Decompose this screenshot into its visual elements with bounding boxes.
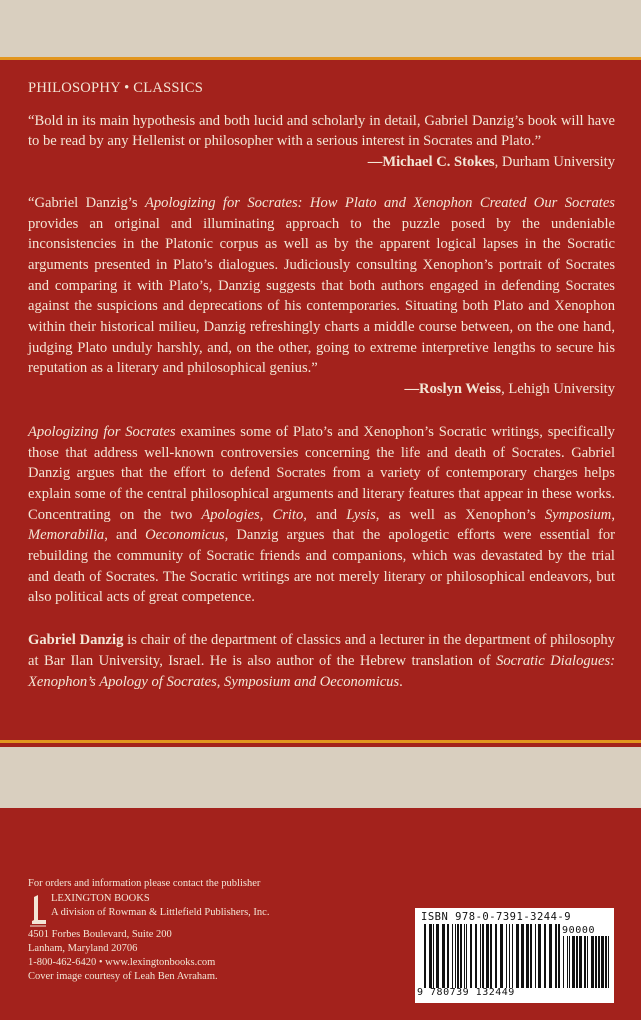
- publisher-name: LEXINGTON BOOKS: [51, 892, 150, 904]
- work-title: Symposium: [544, 506, 612, 523]
- book-title: Socratic Dialogues: Xenophon’s Apology of Socrates, Symposium and Oeconomicus: [28, 652, 615, 690]
- separator: , and: [303, 506, 347, 523]
- quote-attribution: [28, 379, 615, 400]
- price-code: 90000: [562, 925, 596, 936]
- isbn-number: ISBN 978-0-7391-3244-9: [421, 911, 572, 923]
- quote-author: —Michael C. Stokes: [367, 154, 495, 171]
- separator: ,: [611, 506, 615, 523]
- bio-end: .: [399, 673, 403, 690]
- lexington-logo-icon: [28, 894, 48, 928]
- barcode-digits: 9 780739 132449: [417, 987, 515, 998]
- bio-text: is chair of the department of classics and a lecturer in the department of philosophy at Bar Ilan University, Israel. He is also author of the Hebrew translation of: [28, 632, 615, 669]
- work-title: Oeconomicus: [145, 527, 225, 544]
- publisher-address-line: 4501 Forbes Boulevard, Suite 200: [28, 928, 172, 940]
- book-title: Apologizing for Socrates: How Plato and Xenophon Created Our Socrates: [144, 194, 615, 211]
- work-title: Lysis: [346, 506, 376, 523]
- isbn-barcode: [415, 908, 614, 1003]
- book-title: Apologizing for Socrates: [28, 423, 176, 440]
- work-title: Apologies: [201, 506, 260, 523]
- author-name: Gabriel Danzig: [28, 632, 124, 649]
- cover-credit: Cover image courtesy of Leah Ben Avraham.: [28, 970, 218, 982]
- top-cream-band: [0, 0, 641, 57]
- work-title: Crito: [272, 506, 304, 523]
- publisher-address-line: Lanham, Maryland 20706: [28, 942, 138, 954]
- quote-text: “Bold in its main hypothesis and both lucid and scholarly in detail, Gabriel Danzig’s book will have to be read by any Hellenist or philosopher with a serious interest in Socrates and Plato.”: [28, 112, 615, 150]
- barcode-bars-icon: [424, 924, 560, 988]
- quote-open: “Gabriel Danzig’s: [28, 194, 145, 211]
- publisher-contact: 1-800-462-6420 • www.lexingtonbooks.com: [28, 956, 216, 968]
- back-cover-text: [28, 78, 615, 692]
- separator: , and: [104, 527, 146, 544]
- description-text: examines some of Plato’s and Xenophon’s Socratic writings, specifically those that address well-known controversies concerning the life and death of Socrates. Gabriel Danzig argues that the effort to defend Socrates from a variety of contemporary charges helps explain some of the central philosophical arguments and literary features that appear in these works. Concentrating on the two: [28, 423, 615, 523]
- separator: ,: [259, 506, 273, 523]
- quote-body: provides an original and illuminating approach to the puzzle posed by the undeniable inconsistencies in the Platonic corpus as well as by the apparent logical lapses in the Socratic arguments presented in Plato’s dialogues. Judiciously consulting Xenophon’s portrait of Socrates and comparing it with Plato’s, Danzig suggests that both authors engaged in defending Socrates against the suspicions and deprecations of his contemporaries. Situating both Plato and Xenophon within their historical milieu, Danzig refreshingly charts a middle course between, on the one hand, judging Plato unduly harshly, and, on the other, going to extreme interpretive lengths to secure his reputation as a literary and philosophical genius.”: [28, 215, 615, 377]
- book-description: [28, 422, 615, 608]
- addon-barcode-bars-icon: [563, 936, 609, 988]
- publisher-intro: For orders and information please contact the publisher: [28, 878, 261, 889]
- description-text: , Danzig argues that the apologetic efforts were essential for rebuilding the community of Socratic friends and companions, which was devastated by the trial and death of Socrates. The Socratic writings are not merely literary or philosophical endeavors, but also political acts of great competence.: [28, 527, 615, 606]
- quote-affiliation: , Durham University: [494, 154, 615, 171]
- quote-affiliation: , Lehigh University: [501, 381, 615, 398]
- publisher-info: [28, 877, 368, 984]
- review-quote-weiss: [28, 193, 615, 400]
- author-bio: [28, 630, 615, 692]
- work-title: Memorabilia: [28, 527, 105, 544]
- quote-text: [28, 193, 615, 379]
- review-quote-stokes: [28, 111, 615, 173]
- quote-author: —Roslyn Weiss: [404, 381, 502, 398]
- publisher-division: A division of Rowman & Littlefield Publishers, Inc.: [51, 906, 270, 918]
- top-gold-rule: [0, 57, 641, 60]
- quote-attribution: [28, 152, 615, 173]
- bottom-cream-band: [0, 747, 641, 808]
- bottom-gold-rule: [0, 740, 641, 743]
- category-label: PHILOSOPHY • CLASSICS: [28, 80, 204, 96]
- separator: , as well as Xenophon’s: [375, 506, 545, 523]
